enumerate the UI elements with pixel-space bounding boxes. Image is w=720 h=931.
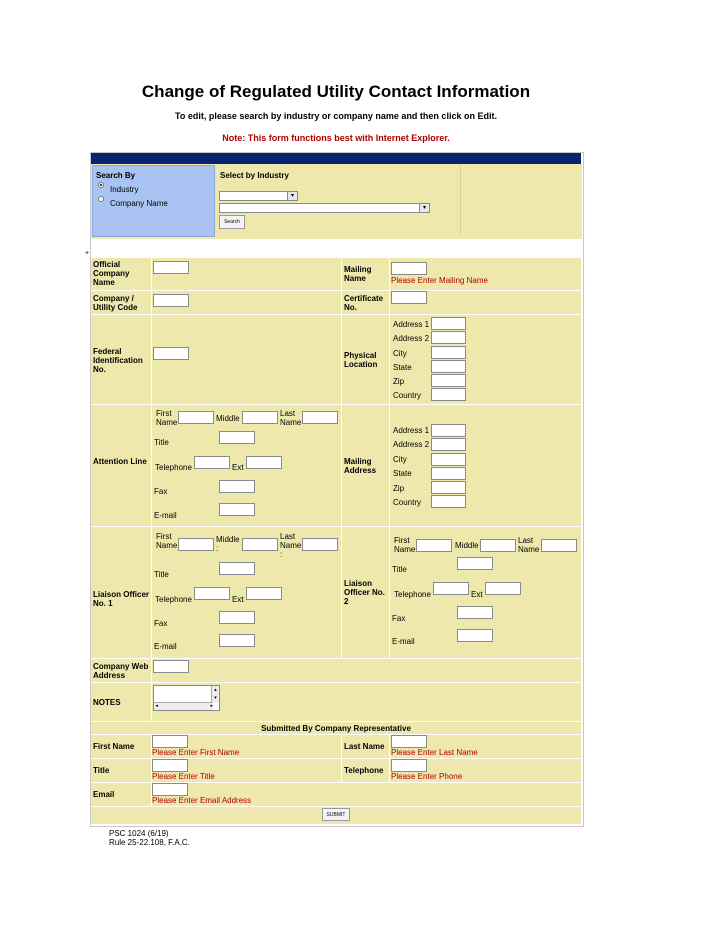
submitter-title-input[interactable] [152,759,188,772]
l1-middle-label [216,535,240,553]
radio-industry-label: Industry [110,185,139,194]
att-telephone-input[interactable] [194,456,230,469]
att-title-input[interactable] [219,431,255,444]
federal-id-input[interactable] [153,347,189,360]
first-name-error: Please Enter First Name [152,748,240,757]
radio-company-name-label: Company Name [110,199,168,208]
l1-middle-colon: : [216,544,219,553]
label-company-web-address: Company Web Address [93,662,149,680]
label-notes: NOTES [93,698,121,707]
l1-telephone-input[interactable] [194,587,230,600]
att-email-label: E-mail [154,511,177,520]
mail-zip-label: Zip [393,484,405,493]
label-certificate-no: Certificate No. [344,294,384,312]
att-last-name-input[interactable] [302,411,338,424]
l1-ext-input[interactable] [246,587,282,600]
att-email-input[interactable] [219,503,255,516]
l2-title-input[interactable] [457,557,493,570]
phys-address1-label: Address 1 [393,320,430,329]
label-submitter-email: Email [93,790,115,799]
browser-note: Note: This form functions best with Internet Explorer. [222,133,450,143]
att-ext-label: Ext [232,463,244,472]
submitter-telephone-input[interactable] [391,759,427,772]
chevron-down-icon: ▾ [287,192,297,200]
rule-reference: Rule 25-22.108, F.A.C. [109,838,190,847]
page-title: Change of Regulated Utility Contact Information [141,82,531,101]
last-name-error: Please Enter Last Name [391,748,478,757]
phys-city-input[interactable] [431,346,466,359]
l2-email-input[interactable] [457,629,493,642]
att-ext-input[interactable] [246,456,282,469]
l2-ext-input[interactable] [485,582,521,595]
att-title-label: Title [154,438,169,447]
l2-middle-input[interactable] [480,539,516,552]
chevron-down-icon: ▾ [419,204,429,212]
mail-address2-input[interactable] [431,438,466,451]
phys-zip-input[interactable] [431,374,466,387]
l1-last-name-colon: : [280,550,283,559]
label-liaison-2: Liaison Officer No. 2 [344,579,385,606]
mail-address1-input[interactable] [431,424,466,437]
submitter-last-name-input[interactable] [391,735,427,748]
company-utility-code-input[interactable] [153,294,189,307]
att-middle-input[interactable] [242,411,278,424]
l1-middle-text: Middle [216,535,240,544]
l2-middle-label: Middle [455,541,479,550]
l2-last-name-label: Last Name [518,536,540,554]
official-company-name-input[interactable] [153,261,189,274]
att-telephone-label: Telephone [155,463,192,472]
l1-ext-label: Ext [232,595,244,604]
l2-title-label: Title [392,565,407,574]
label-submitter-telephone: Telephone [344,766,384,775]
phys-country-input[interactable] [431,388,466,401]
mail-state-label: State [393,469,412,478]
phys-state-label: State [393,363,412,372]
notes-textarea[interactable] [153,685,220,711]
horizontal-scrollbar[interactable]: ◂ ▸ [154,703,213,709]
l1-last-name-label [280,532,302,559]
phys-address2-label: Address 2 [393,334,430,343]
l1-last-name-text: Last Name [280,532,302,550]
l1-fax-input[interactable] [219,611,255,624]
email-error: Please Enter Email Address [152,796,252,805]
company-select[interactable] [219,203,430,213]
l1-email-label: E-mail [154,642,177,651]
divider [460,165,461,235]
l2-email-label: E-mail [392,637,415,646]
label-mailing-address: Mailing Address [344,457,377,475]
mail-city-label: City [393,455,407,464]
att-last-name-label: Last Name [280,409,302,427]
cell [390,405,581,526]
label-attention-line: Attention Line [93,457,147,466]
l2-fax-label: Fax [392,614,406,623]
mailing-name-input[interactable] [391,262,427,275]
mailing-name-error: Please Enter Mailing Name [391,276,488,285]
mail-address1-label: Address 1 [393,426,430,435]
search-by-heading: Search By [96,171,136,180]
l1-first-name-input[interactable] [178,538,214,551]
att-first-name-input[interactable] [178,411,214,424]
l1-first-name-label: First Name [156,532,178,550]
radio-company-name[interactable] [98,196,104,202]
label-submitter-title: Title [93,766,110,775]
l1-middle-input[interactable] [242,538,278,551]
l1-telephone-label: Telephone [155,595,192,604]
label-mailing-name: Mailing Name [344,265,372,283]
search-button[interactable]: Search [219,215,245,229]
mail-zip-input[interactable] [431,481,466,494]
label-submitter-last-name: Last Name [344,742,385,751]
phys-address2-input[interactable] [431,331,466,344]
page-subtitle: To edit, please search by industry or company name and then click on Edit. [175,111,497,121]
l2-telephone-label: Telephone [394,590,431,599]
company-web-address-input[interactable] [153,660,189,673]
phys-city-label: City [393,349,407,358]
industry-select[interactable] [219,191,298,201]
expand-icon[interactable]: + [85,250,90,257]
label-liaison-1: Liaison Officer No. 1 [93,590,150,608]
phys-state-input[interactable] [431,360,466,373]
l1-title-input[interactable] [219,562,255,575]
certificate-no-input[interactable] [391,291,427,304]
cell [152,659,581,682]
label-physical-location: Physical Location [344,351,378,369]
select-industry-heading: Select by Industry [220,171,289,180]
l1-email-input[interactable] [219,634,255,647]
scrollbar[interactable]: ▴ ▾ [211,686,219,703]
form-header-bar [91,153,581,164]
label-official-company-name: Official Company Name [93,260,130,287]
l1-title-label: Title [154,570,169,579]
label-federal-id: Federal Identification No. [93,347,143,374]
att-fax-input[interactable] [219,480,255,493]
mail-city-input[interactable] [431,453,466,466]
l2-fax-input[interactable] [457,606,493,619]
l1-fax-label: Fax [154,619,168,628]
phone-error: Please Enter Phone [391,772,463,781]
l2-telephone-input[interactable] [433,582,469,595]
att-first-name-label: First Name [156,409,178,427]
mail-address2-label: Address 2 [393,440,430,449]
l2-last-name-input[interactable] [541,539,577,552]
mail-country-input[interactable] [431,495,466,508]
mail-state-input[interactable] [431,467,466,480]
phys-zip-label: Zip [393,377,405,386]
att-fax-label: Fax [154,487,168,496]
submit-button[interactable]: SUBMIT [322,808,350,821]
l2-first-name-input[interactable] [416,539,452,552]
phys-country-label: Country [393,391,422,400]
submitted-heading: Submitted By Company Representative [261,724,411,733]
label-submitter-first-name: First Name [93,742,135,751]
att-middle-label: Middle [216,414,240,423]
phys-address1-input[interactable] [431,317,466,330]
l2-ext-label: Ext [471,590,483,599]
l2-first-name-label: First Name [394,536,416,554]
mail-country-label: Country [393,498,422,507]
l1-last-name-input[interactable] [302,538,338,551]
title-error: Please Enter Title [152,772,215,781]
label-company-utility-code: Company / Utility Code [93,294,138,312]
submitter-email-input[interactable] [152,783,188,796]
radio-industry[interactable] [98,182,104,188]
form-number: PSC 1024 (6/19) [109,829,169,838]
submitter-first-name-input[interactable] [152,735,188,748]
